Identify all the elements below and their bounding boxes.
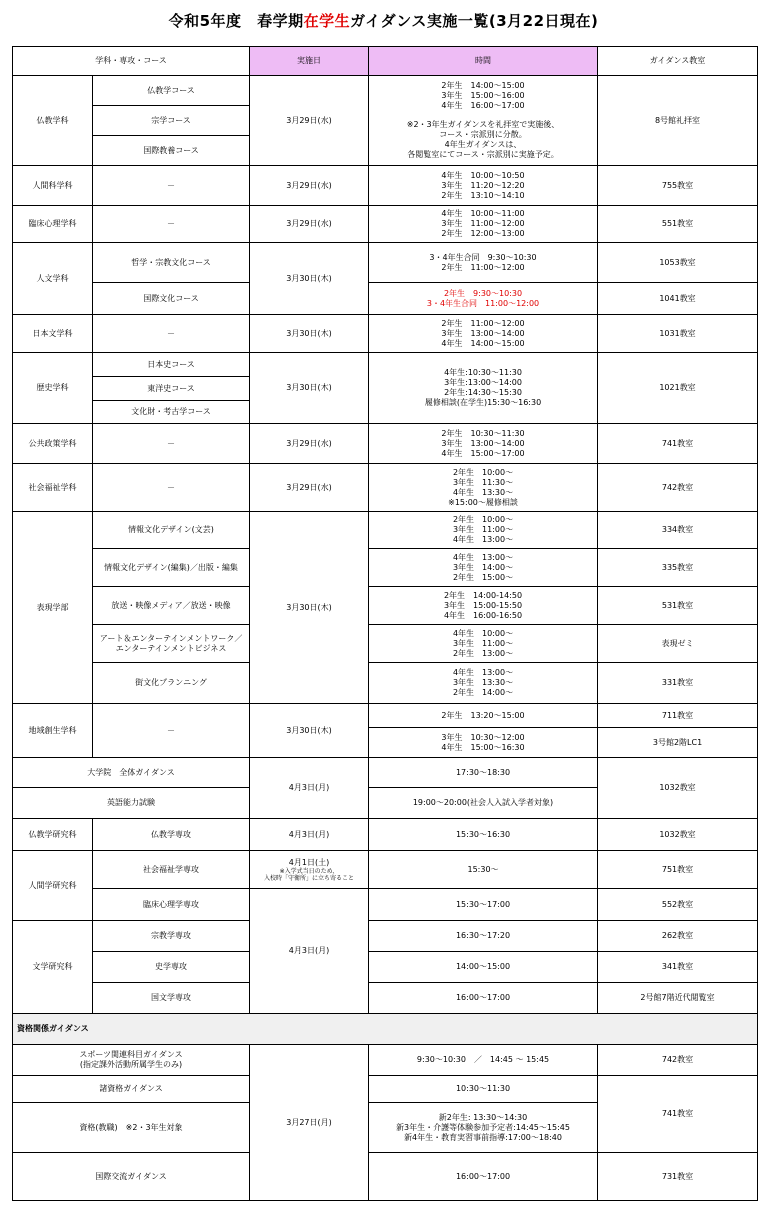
dept-cell: 人文学科 [13,243,93,315]
note-line: コース・宗派別に分散。 [439,130,527,139]
table-row [13,851,758,889]
time-line: 2年生 14:00～15:00 [441,81,525,90]
course-cell: － [93,704,250,758]
time-cell [369,315,598,353]
date-note: 入校時「守衛所」に立ち寄ること [264,874,355,882]
time-line: 2年生 10:30～11:30 [441,428,525,438]
dept-cell: 人間科学科 [13,166,93,206]
course-cell: 東洋史コース [93,377,250,401]
note-line: ※15:00～履修相談 [448,497,518,507]
note-line: ※2・3年生ガイダンスを礼拝室で実施後、 [406,120,560,129]
note-line: 各閲覧室にてコース・宗派別に実施予定。 [407,150,559,159]
room-cell: 表現ゼミ [598,625,758,663]
title-highlight: 在学生 [303,12,351,30]
time-line: 履修相談(在学生)15:30～16:30 [424,398,542,407]
time-line: 4年生 10:00～10:50 [441,170,525,180]
course-cell: － [93,166,250,206]
course-cell: 史学専攻 [93,952,250,983]
table-row [13,1153,758,1201]
date-cell: 3月30日(木) [250,353,369,424]
time-cell: 19:00～20:00(社会人入試入学者対象) [369,788,598,819]
time-line: 2年生 13:10～14:10 [441,190,525,200]
course-cell: 情報文化デザイン(文芸) [93,512,250,549]
section-row [13,1014,758,1045]
dept-cell: 歴史学科 [13,353,93,424]
room-cell: 731教室 [598,1153,758,1201]
label-line: (指定課外活動所属学生のみ) [79,1060,183,1069]
room-cell: 341教室 [598,952,758,983]
table-row [13,983,758,1014]
time-cell: 9:30～10:30 ／ 14:45 ～ 15:45 [369,1045,598,1076]
time-cell: 17:30～18:30 [369,758,598,788]
date-cell: 3月30日(木) [250,243,369,315]
table-header [13,47,758,76]
time-line: 3年生 13:00～14:00 [441,328,525,338]
course-cell: － [93,206,250,243]
header-room: ガイダンス教室 [598,47,758,76]
title-suffix: ガイダンス実施一覧(3月22日現在) [350,12,599,30]
time-line: 3年生 11:00～ [452,525,514,534]
time-line: 3・4年生合同 9:30～10:30 [429,252,537,262]
time-cell [369,76,598,166]
header-date: 実施日 [250,47,369,76]
table-row [13,424,758,464]
label-cell: 資格(教職) ※2・3年生対象 [13,1103,250,1153]
room-cell: 1021教室 [598,353,758,424]
course-cell: 国際教養コース [93,136,250,166]
room-cell: 1032教室 [598,819,758,851]
time-line: 3年生 11:00～12:00 [441,219,525,228]
time-cell [369,728,598,758]
time-line: 3年生:13:00～14:00 [444,378,522,387]
room-cell: 3号館2階LC1 [598,728,758,758]
time-cell [369,464,598,512]
time-line: 4年生 13:30～ [452,487,514,497]
room-cell: 1041教室 [598,283,758,315]
room-cell: 755教室 [598,166,758,206]
course-cell: 仏教学専攻 [93,819,250,851]
table-row [13,758,758,788]
course-cell [93,625,250,663]
time-cell [369,353,598,424]
time-line: 2年生 14:00～ [452,688,514,697]
course-cell: 放送・映像メディア／放送・映像 [93,587,250,625]
date-line: 4月1日(土) [288,857,330,867]
time-cell: 15:30～ [369,851,598,889]
time-line: 3年生 11:00～ [452,638,514,648]
table-row [13,353,758,377]
course-cell: 宗教学専攻 [93,921,250,952]
table-row [13,166,758,206]
time-line: 4年生 10:00～11:00 [441,209,525,218]
dept-cell: 仏教学科 [13,76,93,166]
room-cell: 1032教室 [598,758,758,819]
dept-cell: 表現学部 [13,512,93,704]
time-cell [369,663,598,704]
course-cell: 哲学・宗教文化コース [93,243,250,283]
date-cell: 4月3日(月) [250,819,369,851]
time-line: 3年生 14:00～ [452,562,514,572]
time-line: 2年生 15:00～ [452,572,514,582]
time-line: 4年生 16:00-16:50 [443,610,523,620]
time-line: 新4年生・教育実習事前指導:17:00～18:40 [404,1132,562,1142]
time-line: 4年生 13:00～ [452,535,514,544]
dept-cell: 文学研究科 [13,921,93,1014]
room-cell: 331教室 [598,663,758,704]
course-cell: 日本史コース [93,353,250,377]
title-prefix: 令和5年度 春学期 [168,12,304,30]
table-row [13,243,758,283]
dept-cell: 社会福祉学科 [13,464,93,512]
label-cell: 諸資格ガイダンス [13,1076,250,1103]
time-line: 3年生 15:00-15:50 [443,600,523,610]
room-cell: 531教室 [598,587,758,625]
table-row [13,663,758,704]
date-cell: 4月3日(月) [250,889,369,1014]
table-row [13,889,758,921]
course-cell: 仏教学コース [93,76,250,106]
course-cell: 臨床心理学専攻 [93,889,250,921]
time-cell [369,283,598,315]
course-cell: － [93,424,250,464]
room-cell: 2号館7階近代閲覧室 [598,983,758,1014]
label-cell: 英語能力試験 [13,788,250,819]
label-cell: 大学院 全体ガイダンス [13,758,250,788]
course-cell: 国際文化コース [93,283,250,315]
time-line: 4年生 15:00～17:00 [441,448,525,458]
table-row [13,206,758,243]
time-line: 2年生 13:00～ [452,648,514,658]
time-line: 3年生 10:30～12:00 [441,732,525,742]
course-cell: 宗学コース [93,106,250,136]
time-line: 3・4年生合同 11:00～12:00 [426,298,540,308]
header-dept: 学科・専攻・コース [13,47,250,76]
time-cell [369,512,598,549]
course-line: アート＆エンターテインメントワーク／ [99,633,243,643]
time-line: 4年生 13:00～ [452,668,514,677]
room-cell: 742教室 [598,1045,758,1076]
table-row [13,1045,758,1076]
date-cell: 3月30日(木) [250,512,369,704]
room-cell: 741教室 [598,1076,758,1153]
time-line: 3年生 13:00～14:00 [441,438,525,448]
dept-cell: 日本文学科 [13,315,93,353]
time-cell: 16:30～17:20 [369,921,598,952]
time-line: 4年生 15:00～16:30 [441,742,525,752]
dept-cell: 公共政策学科 [13,424,93,464]
table-row [13,512,758,549]
time-line: 2年生 11:00～12:00 [441,262,525,272]
time-line: 新3年生・介護等体験参加予定者:14:45～15:45 [396,1122,570,1132]
time-line: 2年生 12:00～13:00 [441,229,525,238]
time-cell: 16:00～17:00 [369,1153,598,1201]
date-cell: 3月30日(木) [250,704,369,758]
section-title: 資格関係ガイダンス [13,1014,758,1045]
time-line: 2年生 11:00～12:00 [441,318,525,328]
room-cell: 751教室 [598,851,758,889]
date-cell: 3月29日(水) [250,424,369,464]
time-line: 4年生 10:00～ [452,628,514,638]
course-cell: 街文化プランニング [93,663,250,704]
table-row [13,283,758,315]
date-cell: 3月29日(水) [250,206,369,243]
label-cell [13,1045,250,1076]
time-line: 4年生 14:00～15:00 [441,338,525,348]
time-line: 2年生 10:00～ [452,467,514,477]
dept-cell: 地域創生学科 [13,704,93,758]
time-cell: 14:00～15:00 [369,952,598,983]
time-line: 新2年生: 13:30～14:30 [438,1112,528,1122]
room-cell: 742教室 [598,464,758,512]
date-cell: 3月27日(月) [250,1045,369,1201]
time-line: 3年生 15:00～16:00 [441,91,525,100]
dept-cell: 仏教学研究科 [13,819,93,851]
room-cell: 711教室 [598,704,758,728]
time-cell: 16:00～17:00 [369,983,598,1014]
time-line: 4年生 13:00～ [452,552,514,562]
time-cell [369,206,598,243]
course-line: エンターテインメントビジネス [115,643,227,653]
time-cell [369,424,598,464]
table-row [13,549,758,587]
note-line: 4年生ガイダンスは、 [444,140,522,149]
header-time: 時間 [369,47,598,76]
table-row [13,704,758,728]
dept-cell: 人間学研究科 [13,851,93,921]
room-cell: 552教室 [598,889,758,921]
table-row [13,921,758,952]
table-row [13,76,758,106]
room-cell: 335教室 [598,549,758,587]
time-line: 3年生 13:30～ [452,678,514,687]
time-line: 4年生 16:00～17:00 [441,101,525,110]
date-cell: 3月29日(水) [250,76,369,166]
time-line: 3年生 11:30～ [452,477,514,487]
dept-cell: 臨床心理学科 [13,206,93,243]
date-cell [250,851,369,889]
course-cell: － [93,464,250,512]
room-cell: 551教室 [598,206,758,243]
time-line: 2年生:14:30～15:30 [444,388,522,397]
time-line: 3年生 11:20～12:20 [441,180,525,190]
time-line: 4年生:10:30～11:30 [444,368,522,377]
time-line: 2年生 9:30～10:30 [443,288,523,298]
time-cell [369,625,598,663]
date-cell: 3月29日(水) [250,166,369,206]
date-cell: 4月3日(月) [250,758,369,819]
time-cell: 15:30～17:00 [369,889,598,921]
page-title [0,10,767,31]
table-row [13,819,758,851]
course-cell: 文化財・考古学コース [93,401,250,424]
time-cell: 15:30～16:30 [369,819,598,851]
table-row [13,587,758,625]
course-cell: － [93,315,250,353]
table-row [13,1076,758,1103]
table-row [13,952,758,983]
time-cell: 2年生 13:20～15:00 [369,704,598,728]
date-note: ※入学式当日のため、 [279,867,339,875]
time-cell [369,1103,598,1153]
time-line: 2年生 10:00～ [452,515,514,524]
time-cell: 10:30～11:30 [369,1076,598,1103]
label-cell: 国際交流ガイダンス [13,1153,250,1201]
time-cell [369,549,598,587]
time-line: 2年生 14:00-14:50 [443,590,523,600]
time-cell [369,587,598,625]
room-cell: 1053教室 [598,243,758,283]
room-cell: 1031教室 [598,315,758,353]
time-cell [369,166,598,206]
course-cell: 情報文化デザイン(編集)／出版・編集 [93,549,250,587]
room-cell: 334教室 [598,512,758,549]
room-cell: 8号館礼拝室 [598,76,758,166]
course-cell: 社会福祉学専攻 [93,851,250,889]
table-row [13,464,758,512]
table-row [13,315,758,353]
date-cell: 3月30日(木) [250,315,369,353]
time-cell [369,243,598,283]
course-cell: 国文学専攻 [93,983,250,1014]
table-row [13,625,758,663]
guidance-table [12,46,758,1201]
date-cell: 3月29日(水) [250,464,369,512]
label-line: スポーツ関連科目ガイダンス [79,1050,183,1059]
room-cell: 741教室 [598,424,758,464]
room-cell: 262教室 [598,921,758,952]
